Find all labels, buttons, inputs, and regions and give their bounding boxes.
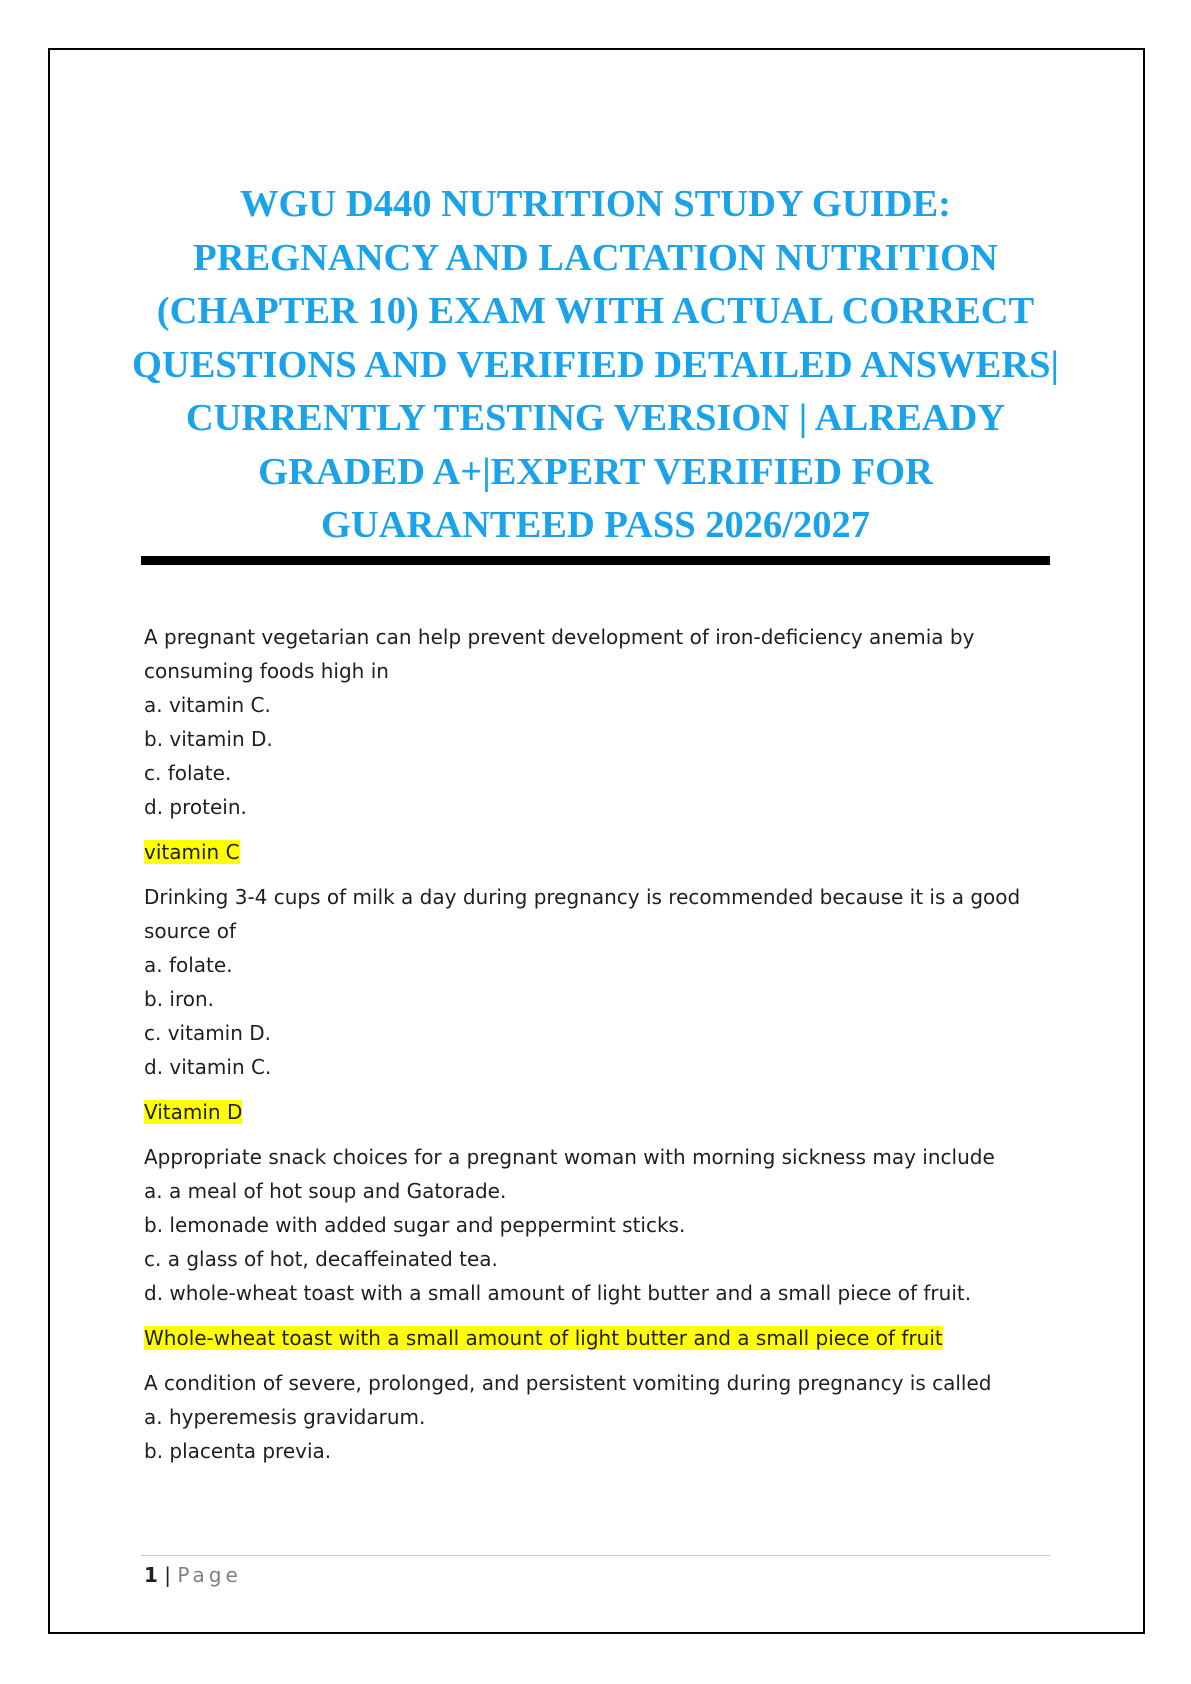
answer-option: a. vitamin C. [144,693,271,717]
question-text: A condition of severe, prolonged, and persistent vomiting during pregnancy is called [144,1371,992,1395]
answer-text: Whole-wheat toast with a small amount of light butter and a small piece of fruit [144,1326,943,1350]
highlighted-answer [144,835,1049,869]
highlighted-answer [144,1321,1049,1355]
answer-option: a. hyperemesis gravidarum. [144,1405,426,1429]
answer-option: a. a meal of hot soup and Gatorade. [144,1179,507,1203]
question-1 [144,620,1049,824]
footer-divider [141,1555,1050,1556]
page-number: 1 [144,1563,158,1587]
answer-option: d. protein. [144,795,247,819]
answer-option: b. placenta previa. [144,1439,332,1463]
answer-option: d. vitamin C. [144,1055,272,1079]
answer-option: b. lemonade with added sugar and peppermint sticks. [144,1213,686,1237]
answer-option: b. vitamin D. [144,727,273,751]
answer-text: Vitamin D [144,1100,243,1124]
answer-option: a. folate. [144,953,233,977]
question-text: Appropriate snack choices for a pregnant woman with morning sickness may include [144,1145,995,1169]
question-3 [144,1140,1049,1310]
question-4 [144,1366,1049,1468]
answer-text: vitamin C [144,840,240,864]
answer-option: d. whole-wheat toast with a small amount of light butter and a small piece of fruit. [144,1281,972,1305]
answer-option: c. vitamin D. [144,1021,272,1045]
answer-option: c. folate. [144,761,232,785]
title-divider [141,556,1050,565]
page-label: Page [177,1563,242,1587]
question-list [144,620,1049,1479]
question-text: Drinking 3-4 cups of milk a day during pregnancy is recommended because it is a good source of [144,885,1021,943]
question-text: A pregnant vegetarian can help prevent development of iron-deficiency anemia by consuming foods high in [144,625,975,683]
answer-option: c. a glass of hot, decaffeinated tea. [144,1247,498,1271]
document-title: WGU D440 NUTRITION STUDY GUIDE: PREGNANCY AND LACTATION NUTRITION (CHAPTER 10) EXAM WITH ACTUAL CORRECT QUESTIONS AND VERIFIED DETAILED ANSWERS| CURRENTLY TESTING VERSION | ALREADY GRADED A+|EXPERT VERIFIED FOR GUARANTEED PASS 2026/2027 [131,183,1060,546]
footer-separator: | [164,1563,172,1587]
highlighted-answer [144,1095,1049,1129]
answer-option: b. iron. [144,987,215,1011]
page-footer [144,1560,242,1590]
question-2 [144,880,1049,1084]
